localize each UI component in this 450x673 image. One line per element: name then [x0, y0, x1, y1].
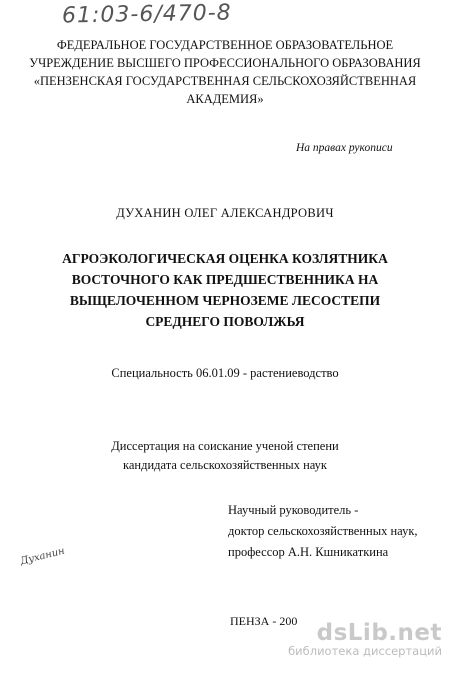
watermark-logo: dsLib.net: [316, 620, 442, 646]
watermark: [272, 620, 442, 658]
degree-statement: [0, 437, 450, 475]
institution-line: «ПЕНЗЕНСКАЯ ГОСУДАРСТВЕННАЯ СЕЛЬСКОХОЗЯЙСТВЕННАЯ: [33, 74, 417, 88]
title-line: АГРОЭКОЛОГИЧЕСКАЯ ОЦЕНКА КОЗЛЯТНИКА: [62, 251, 388, 266]
title-line: СРЕДНЕГО ПОВОЛЖЬЯ: [145, 314, 305, 329]
watermark-subtitle: библиотека диссертаций: [288, 644, 442, 658]
author-name: ДУХАНИН ОЛЕГ АЛЕКСАНДРОВИЧ: [116, 206, 334, 220]
degree-line: кандидата сельскохозяйственных наук: [122, 458, 328, 472]
title-line: ВЫЩЕЛОЧЕННОМ ЧЕРНОЗЕМЕ ЛЕСОСТЕПИ: [69, 293, 381, 308]
city-year: ПЕНЗА - 200: [230, 614, 298, 628]
institution-line: УЧРЕЖДЕНИЕ ВЫСШЕГО ПРОФЕССИОНАЛЬНОГО ОБРАЗОВАНИЯ: [29, 56, 421, 70]
handwritten-signature: Духанин: [19, 545, 66, 568]
title-line: ВОСТОЧНОГО КАК ПРЕДШЕСТВЕННИКА НА: [71, 272, 379, 287]
advisor-line: доктор сельскохозяйственных наук,: [228, 524, 418, 538]
scientific-advisor: [228, 500, 418, 563]
handwritten-archive-code: 61:03-6/470-8: [61, 0, 232, 29]
advisor-line: профессор А.Н. Кшникаткина: [228, 545, 389, 559]
advisor-line: Научный руководитель -: [228, 503, 359, 517]
institution-header: [20, 36, 430, 108]
rights-note: На правах рукописи: [296, 142, 393, 154]
specialty-line: Специальность 06.01.09 - растениеводство: [111, 366, 339, 380]
degree-line: Диссертация на соискание ученой степени: [111, 439, 339, 453]
dissertation-title: [10, 248, 440, 332]
institution-line: ФЕДЕРАЛЬНОЕ ГОСУДАРСТВЕННОЕ ОБРАЗОВАТЕЛЬНОЕ: [56, 38, 394, 52]
institution-line: АКАДЕМИЯ»: [186, 92, 264, 106]
